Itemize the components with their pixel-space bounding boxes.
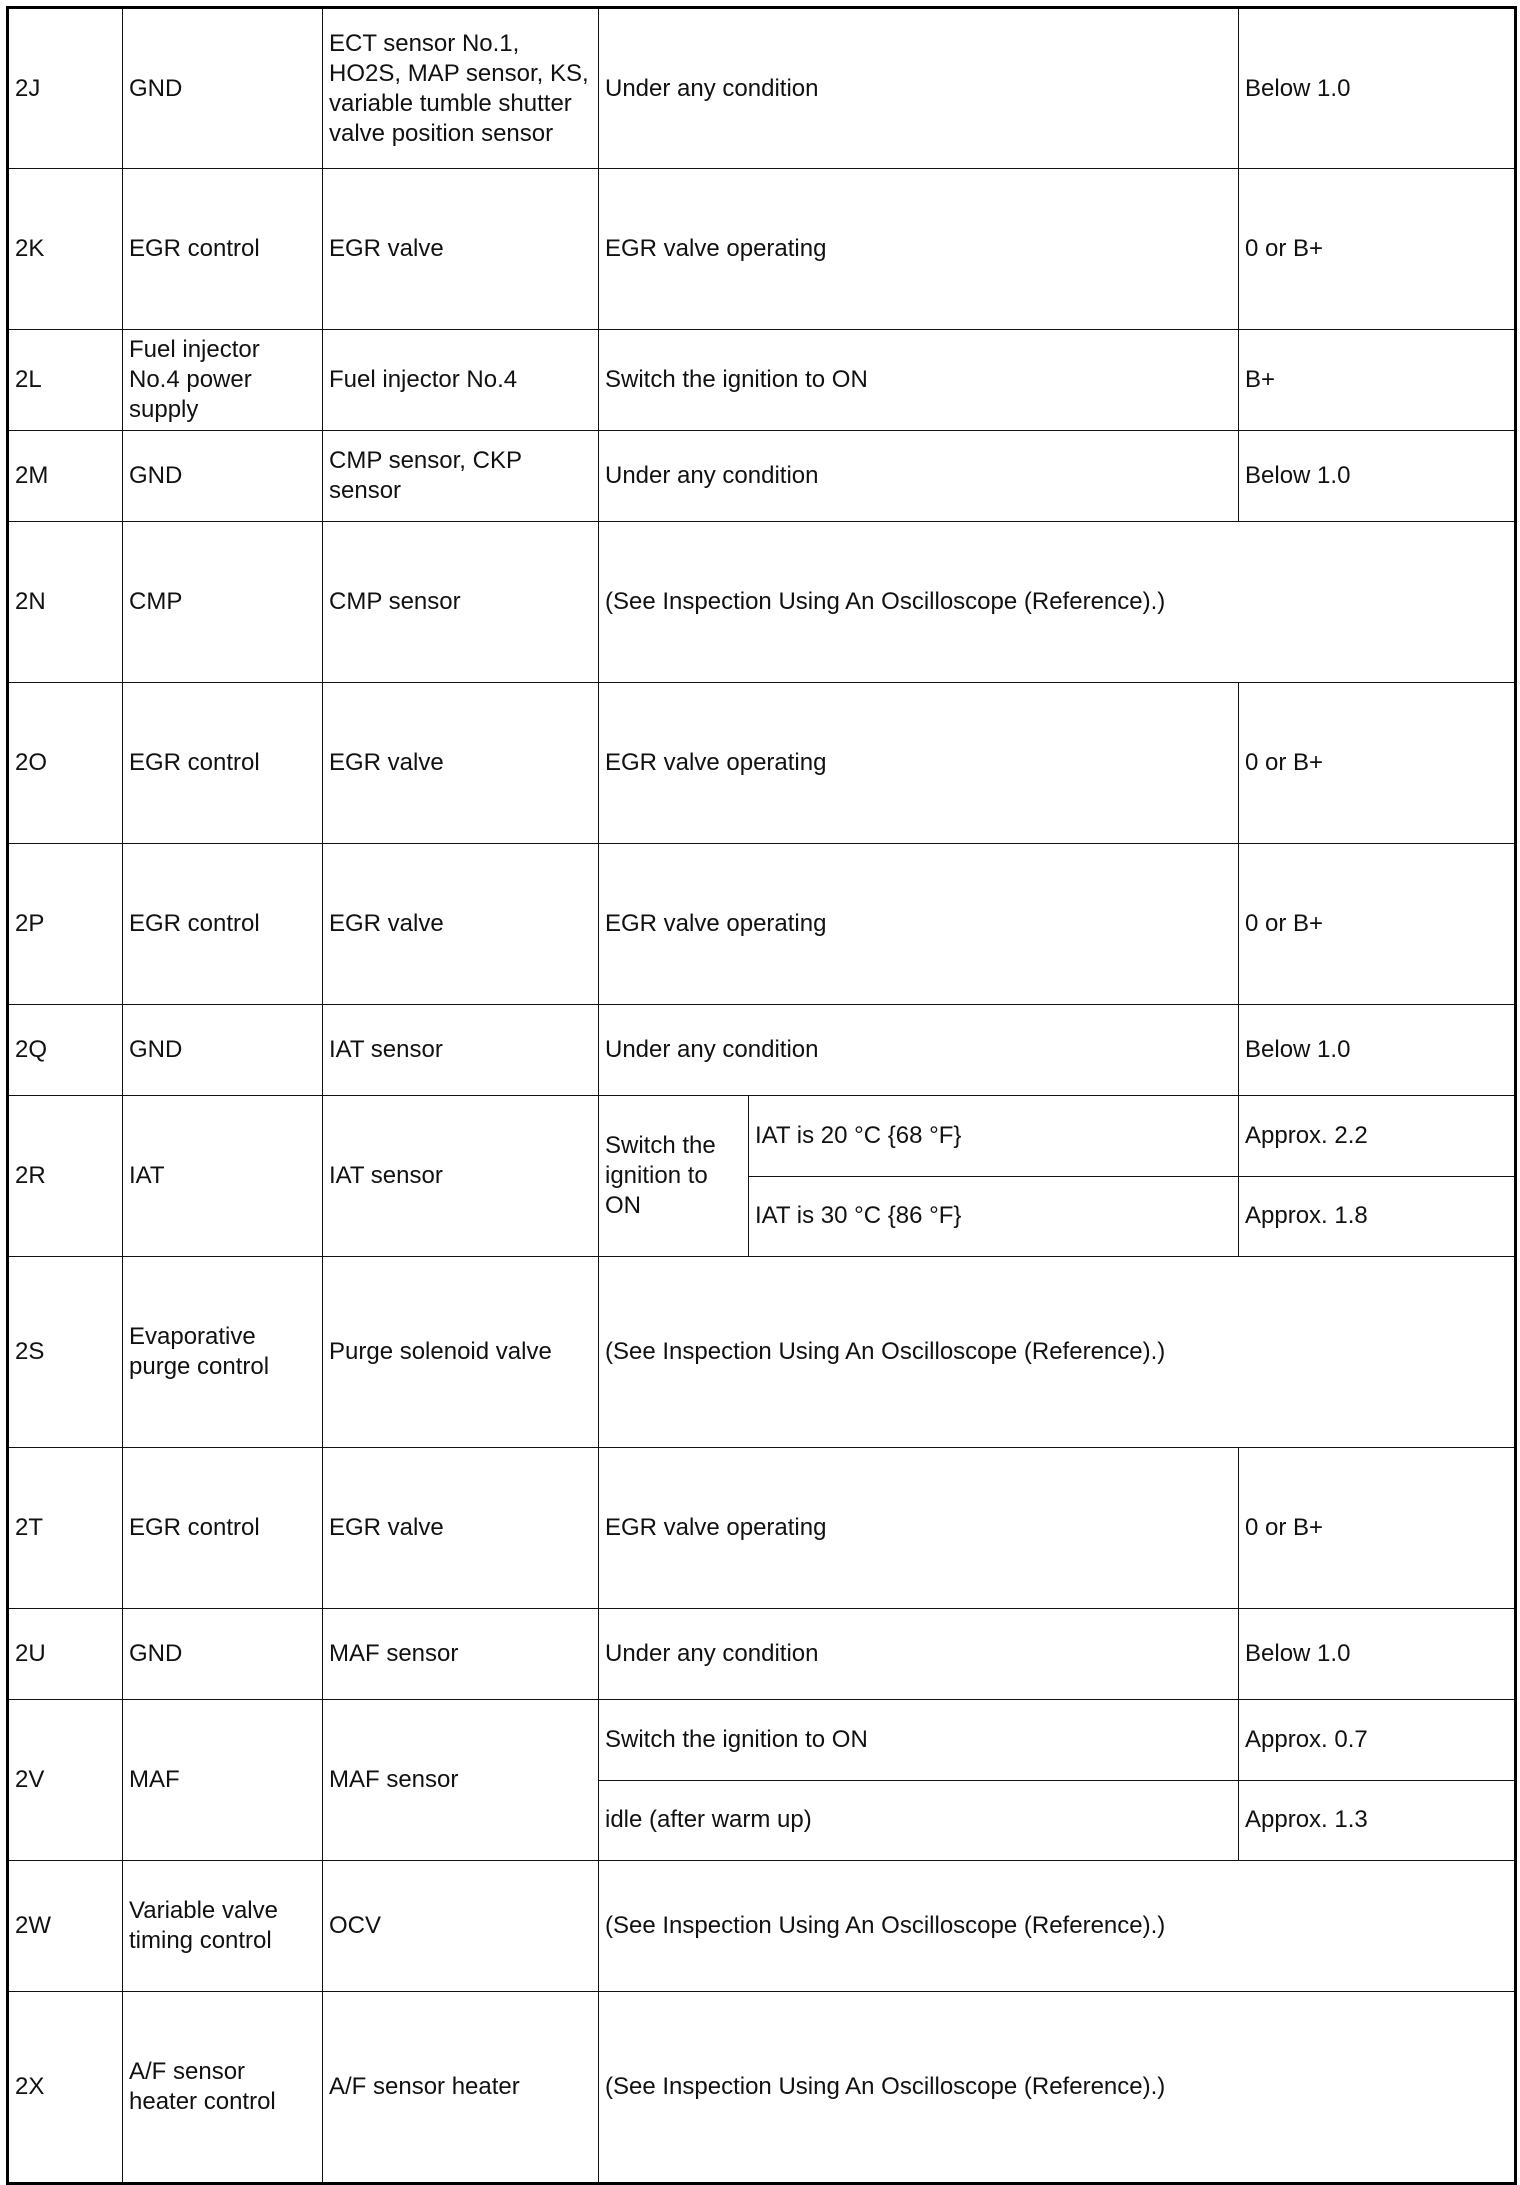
signal-cell: IAT [123,1096,323,1257]
voltage-cell: Below 1.0 [1239,431,1516,522]
signal-cell: EGR control [123,169,323,330]
signal-cell: MAF [123,1700,323,1861]
condition-cell: EGR valve operating [599,683,1239,844]
voltage-cell: Approx. 1.8 [1239,1176,1516,1257]
terminal-cell: 2N [8,522,123,683]
condition-cell: Switch the ignition to ON [599,1096,749,1257]
voltage-cell: 0 or B+ [1239,844,1516,1005]
connected-to-cell: EGR valve [323,844,599,1005]
table-row [8,1257,1516,1448]
table-row [8,1096,1516,1177]
condition-cell: Under any condition [599,1609,1239,1700]
connected-to-cell: CMP sensor [323,522,599,683]
voltage-cell: Approx. 0.7 [1239,1700,1516,1781]
voltage-cell: Approx. 1.3 [1239,1780,1516,1861]
connected-to-cell: Purge solenoid valve [323,1257,599,1448]
table-row [8,1700,1516,1781]
terminal-cell: 2J [8,8,123,169]
table-row [8,169,1516,330]
terminal-cell: 2W [8,1861,123,1992]
table-row [8,1005,1516,1096]
signal-cell: EGR control [123,1448,323,1609]
sub-condition-cell: IAT is 30 °C {86 °F} [749,1176,1239,1257]
condition-cell: Switch the ignition to ON [599,1700,1239,1781]
signal-cell: GND [123,431,323,522]
connected-to-cell: EGR valve [323,169,599,330]
voltage-cell: Below 1.0 [1239,8,1516,169]
signal-cell: GND [123,1609,323,1700]
voltage-cell: 0 or B+ [1239,1448,1516,1609]
table-row [8,683,1516,844]
condition-cell: EGR valve operating [599,844,1239,1005]
terminal-cell: 2R [8,1096,123,1257]
connected-to-cell: MAF sensor [323,1609,599,1700]
connected-to-cell: CMP sensor, CKP sensor [323,431,599,522]
signal-cell: Variable valve timing control [123,1861,323,1992]
terminal-cell: 2L [8,330,123,431]
table-row [8,1448,1516,1609]
connected-to-cell: IAT sensor [323,1096,599,1257]
connected-to-cell: MAF sensor [323,1700,599,1861]
condition-cell: Under any condition [599,431,1239,522]
connected-to-cell: Fuel injector No.4 [323,330,599,431]
table-row [8,1609,1516,1700]
table-row [8,431,1516,522]
voltage-cell: B+ [1239,330,1516,431]
table-row [8,844,1516,1005]
terminal-voltage-table [6,6,1517,2185]
connected-to-cell: EGR valve [323,683,599,844]
signal-cell: A/F sensor heater control [123,1992,323,2184]
terminal-cell: 2M [8,431,123,522]
signal-cell: Fuel injector No.4 power supply [123,330,323,431]
signal-cell: Evaporative purge control [123,1257,323,1448]
terminal-cell: 2X [8,1992,123,2184]
sub-condition-cell: IAT is 20 °C {68 °F} [749,1096,1239,1177]
condition-cell: EGR valve operating [599,1448,1239,1609]
voltage-cell: Below 1.0 [1239,1609,1516,1700]
signal-cell: CMP [123,522,323,683]
terminal-cell: 2S [8,1257,123,1448]
condition-cell: (See Inspection Using An Oscilloscope (Reference).) [599,1861,1516,1992]
voltage-cell: 0 or B+ [1239,169,1516,330]
table-row [8,330,1516,431]
connected-to-cell: EGR valve [323,1448,599,1609]
terminal-cell: 2Q [8,1005,123,1096]
terminal-cell: 2V [8,1700,123,1861]
condition-cell: idle (after warm up) [599,1780,1239,1861]
voltage-cell: 0 or B+ [1239,683,1516,844]
connected-to-cell: IAT sensor [323,1005,599,1096]
connected-to-cell: A/F sensor heater [323,1992,599,2184]
terminal-cell: 2T [8,1448,123,1609]
condition-cell: (See Inspection Using An Oscilloscope (Reference).) [599,1257,1516,1448]
signal-cell: GND [123,1005,323,1096]
table-row [8,1992,1516,2184]
terminal-cell: 2K [8,169,123,330]
condition-cell: Under any condition [599,8,1239,169]
connected-to-cell: OCV [323,1861,599,1992]
connected-to-cell: ECT sensor No.1, HO2S, MAP sensor, KS, variable tumble shutter valve position sensor [323,8,599,169]
voltage-cell: Below 1.0 [1239,1005,1516,1096]
table-row [8,522,1516,683]
condition-cell: Switch the ignition to ON [599,330,1239,431]
signal-cell: EGR control [123,844,323,1005]
condition-cell: Under any condition [599,1005,1239,1096]
voltage-cell: Approx. 2.2 [1239,1096,1516,1177]
condition-cell: EGR valve operating [599,169,1239,330]
condition-cell: (See Inspection Using An Oscilloscope (Reference).) [599,522,1516,683]
terminal-cell: 2O [8,683,123,844]
signal-cell: EGR control [123,683,323,844]
terminal-cell: 2U [8,1609,123,1700]
table-row [8,1861,1516,1992]
terminal-cell: 2P [8,844,123,1005]
condition-cell: (See Inspection Using An Oscilloscope (Reference).) [599,1992,1516,2184]
table-row [8,8,1516,169]
signal-cell: GND [123,8,323,169]
